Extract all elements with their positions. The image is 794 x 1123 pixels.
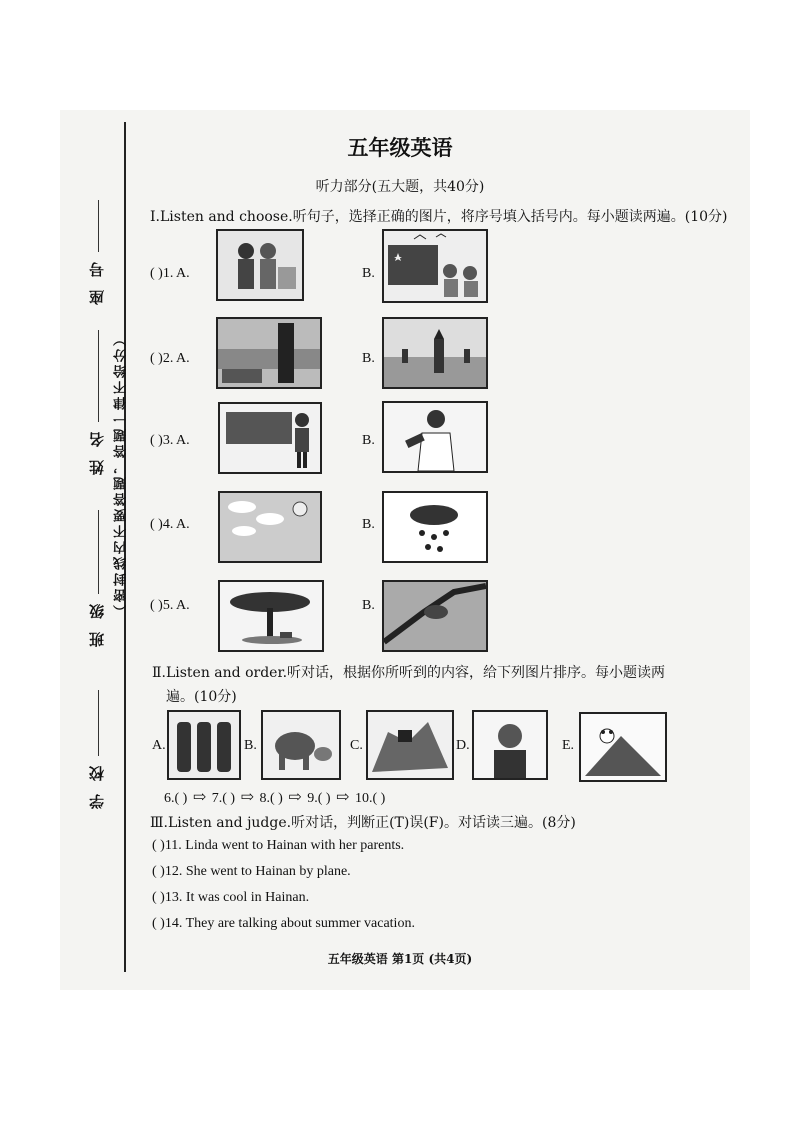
q2-option-b-label: B. xyxy=(362,351,375,366)
name-blank[interactable] xyxy=(98,330,99,422)
order-answer-7[interactable]: 7.( ) xyxy=(211,791,236,806)
order-option-b-label: B. xyxy=(244,738,257,753)
order-option-d-image[interactable] xyxy=(472,710,548,780)
order-option-a-image[interactable] xyxy=(167,710,241,780)
class-label: 班 级 xyxy=(88,600,106,648)
class-blank[interactable] xyxy=(98,510,99,594)
q4-option-a-image[interactable] xyxy=(218,491,322,563)
q2-option-b-image[interactable] xyxy=(382,317,488,389)
q1-option-b-label: B. xyxy=(362,266,375,281)
section3-heading: Ⅲ.Listen and judge.听对话，判断正(T)误(F)。对话读三遍。(8分) xyxy=(150,815,576,831)
order-answer-9[interactable]: 9.( ) xyxy=(307,791,331,806)
order-option-c-label: C. xyxy=(350,738,363,753)
q5-label: ( )5. A. xyxy=(150,598,190,613)
order-answer-10[interactable]: 10.( ) xyxy=(354,791,386,806)
order-answer-row xyxy=(164,787,385,807)
page-footer: 五年级英语 第1页 (共4页) xyxy=(327,952,473,966)
q4-option-b-image[interactable] xyxy=(382,491,488,563)
order-option-b-image[interactable] xyxy=(261,710,341,780)
arrow-right-icon: ⇨ xyxy=(336,789,350,806)
order-answer-8[interactable]: 8.( ) xyxy=(259,791,283,806)
q4-label: ( )4. A. xyxy=(150,517,190,532)
q3-option-b-label: B. xyxy=(362,433,375,448)
order-option-c-image[interactable] xyxy=(366,710,454,780)
q1-option-b-image[interactable] xyxy=(382,229,488,303)
order-option-e-label: E. xyxy=(562,738,575,753)
q5-option-b-image[interactable] xyxy=(382,580,488,652)
school-label: 学 校 xyxy=(88,762,106,810)
arrow-right-icon: ⇨ xyxy=(240,789,254,806)
q1-label: ( )1. A. xyxy=(150,266,190,281)
order-answer-6[interactable]: 6.( ) xyxy=(164,791,188,806)
seat-label: 座 号 xyxy=(88,258,106,306)
school-blank[interactable] xyxy=(98,690,99,756)
arrow-right-icon: ⇨ xyxy=(192,789,207,806)
order-option-e-image[interactable] xyxy=(579,712,667,782)
page-title: 五年级英语 xyxy=(347,135,453,160)
order-option-a-label: A. xyxy=(152,738,166,753)
section1-heading: Ⅰ.Listen and choose.听句子，选择正确的图片，将序号填入括号内。每小题读两遍。(10分) xyxy=(150,209,728,225)
order-option-d-label: D. xyxy=(456,738,470,753)
arrow-right-icon: ⇨ xyxy=(288,789,302,806)
q2-label: ( )2. A. xyxy=(150,351,190,366)
q1-option-a-image[interactable] xyxy=(216,229,304,301)
q2-option-a-image[interactable] xyxy=(216,317,322,389)
name-label: 姓 名 xyxy=(88,428,106,476)
q3-option-b-image[interactable] xyxy=(382,401,488,473)
q4-option-b-label: B. xyxy=(362,517,375,532)
judge-item-13[interactable]: ( )13. It was cool in Hainan. xyxy=(152,890,310,905)
page-subtitle: 听力部分(五大题，共40分) xyxy=(315,179,485,195)
q3-option-a-image[interactable] xyxy=(218,402,322,474)
section2-heading-line2: 遍。(10分) xyxy=(166,689,237,705)
judge-item-14[interactable]: ( )14. They are talking about summer vacation. xyxy=(152,916,415,931)
judge-item-11[interactable]: ( )11. Linda went to Hainan with her parents. xyxy=(152,838,405,853)
section2-heading-line1: Ⅱ.Listen and order.听对话，根据你所听到的内容，给下列图片排序。每小题读两 xyxy=(152,665,666,681)
judge-item-12[interactable]: ( )12. She went to Hainan by plane. xyxy=(152,864,351,879)
seat-blank[interactable] xyxy=(98,200,99,252)
q5-option-b-label: B. xyxy=(362,598,375,613)
sealing-note: （密封线内不要答题，答题一律不给分） xyxy=(114,330,129,618)
q5-option-a-image[interactable] xyxy=(218,580,324,652)
q3-label: ( )3. A. xyxy=(150,433,190,448)
